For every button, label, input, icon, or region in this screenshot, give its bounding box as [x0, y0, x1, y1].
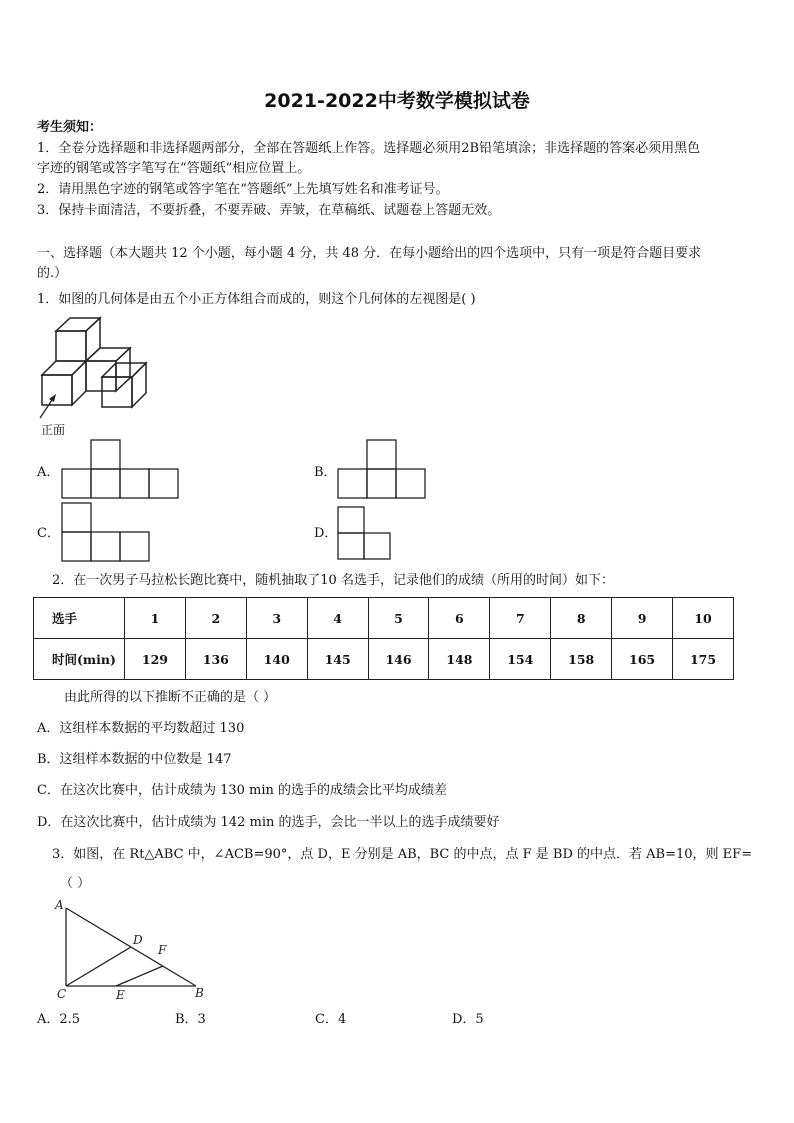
notice-item: 2．请用黑色字迹的钢笔或答字笔在“答题纸”上先填写姓名和准考证号。	[37, 182, 449, 197]
q2-option-a: A．这组样本数据的平均数超过 130	[37, 721, 245, 736]
page-title: 2021-2022中考数学模拟试卷	[264, 90, 530, 112]
q2-stem: 2．在一次男子马拉松长跑比赛中，随机抽取了10 名选手，记录他们的成绩（所用的时间）如下：	[52, 573, 614, 588]
option-d-view	[337, 505, 399, 563]
table-cell: 140	[246, 639, 307, 680]
segment-cd	[66, 947, 131, 986]
vertex-c-label: C	[57, 987, 67, 1001]
vertex-b-label: B	[195, 986, 204, 1000]
q2-option-c: C．在这次比赛中，估计成绩为 130 min 的选手的成绩会比平均成绩差	[37, 783, 448, 798]
table-header-cell: 时间(min)	[34, 639, 125, 680]
cube-face	[86, 361, 116, 391]
q2-option-d: D．在这次比赛中，估计成绩为 142 min 的选手，会比一半以上的选手成绩要好	[37, 815, 500, 830]
table-cell: 158	[551, 639, 612, 680]
option-b-view	[337, 438, 429, 500]
option-a-view	[61, 438, 181, 500]
table-cell: 1	[125, 598, 186, 639]
table-cell: 165	[612, 639, 673, 680]
q2-score-table	[33, 597, 734, 680]
q3-option-b: B．3	[175, 1012, 206, 1027]
vertex-a-label: A	[55, 898, 64, 912]
segment-ef	[116, 966, 163, 986]
cube-face	[102, 377, 132, 407]
table-cell: 2	[185, 598, 246, 639]
table-cell: 7	[490, 598, 551, 639]
table-row	[34, 639, 734, 680]
table-cell: 175	[673, 639, 734, 680]
table-cell: 5	[368, 598, 429, 639]
section-heading: 一、选择题（本大题共 12 个小题，每小题 4 分，共 48 分．在每小题给出的四个选项中，只有一项是符合题目要求	[37, 246, 702, 261]
option-c-view	[61, 501, 153, 563]
notice-item: 3．保持卡面清洁，不要折叠，不要弄破、弄皱，在草稿纸、试题卷上答题无效。	[37, 203, 501, 218]
table-cell: 145	[307, 639, 368, 680]
q3-stem: 3．如图，在 Rt△ABC 中，∠ACB=90°，点 D，E 分别是 AB，BC 的中点，点 F 是 BD 的中点．若 AB=10，则 EF=	[52, 847, 753, 862]
notice-item: 1．全卷分选择题和非选择题两部分，全部在答题纸上作答。选择题必须用2B铅笔填涂；非选择题的答案必须用黑色	[37, 141, 701, 156]
q3-option-a: A．2.5	[37, 1012, 81, 1027]
table-header-cell: 选手	[34, 598, 125, 639]
vertex-e-label: E	[116, 988, 125, 1002]
table-cell: 148	[429, 639, 490, 680]
cube-face	[56, 331, 86, 361]
q1-option-c: C．	[37, 526, 60, 541]
table-cell: 8	[551, 598, 612, 639]
table-cell: 9	[612, 598, 673, 639]
q3-paren: （ ）	[60, 876, 91, 891]
table-cell: 136	[185, 639, 246, 680]
vertex-d-label: D	[133, 933, 143, 947]
q2-question: 由此所得的以下推断不正确的是（ ）	[64, 690, 277, 705]
table-row	[34, 598, 734, 639]
cube-face	[42, 375, 72, 405]
table-cell: 10	[673, 598, 734, 639]
table-cell: 4	[307, 598, 368, 639]
q1-stem: 1．如图的几何体是由五个小正方体组合而成的，则这个几何体的左视图是( )	[37, 292, 476, 307]
q1-option-b: B．	[314, 465, 337, 480]
section-heading-cont: 的.）	[37, 266, 68, 281]
cube-side	[116, 348, 130, 391]
table-cell: 146	[368, 639, 429, 680]
front-label: 正面	[41, 423, 66, 437]
cube-side	[132, 363, 146, 407]
q3-option-c: C．4	[315, 1012, 347, 1027]
cube-side	[72, 361, 86, 405]
notice-heading: 考生须知：	[37, 120, 103, 135]
vertex-f-label: F	[158, 943, 167, 957]
q1-option-d: D．	[314, 526, 338, 541]
notice-item: 字迹的钢笔或答字笔写在“答题纸”相应位置上。	[37, 161, 311, 176]
table-cell: 3	[246, 598, 307, 639]
q2-option-b: B．这组样本数据的中位数是 147	[37, 752, 232, 767]
q1-option-a: A．	[37, 465, 60, 480]
table-cell: 6	[429, 598, 490, 639]
table-cell: 154	[490, 639, 551, 680]
q3-option-d: D．5	[452, 1012, 484, 1027]
table-cell: 129	[125, 639, 186, 680]
arrow-head-icon	[49, 394, 56, 402]
q3-triangle-figure	[50, 896, 210, 1004]
